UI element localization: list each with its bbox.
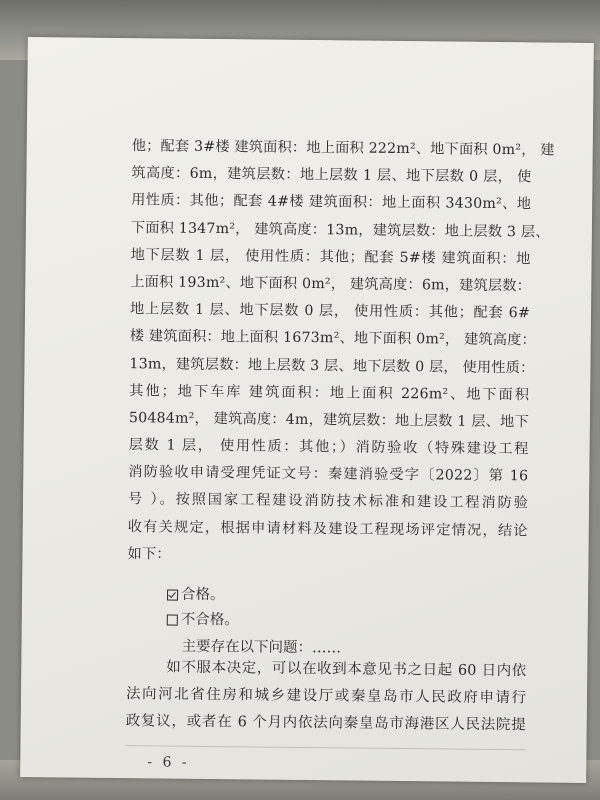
document-page <box>20 37 594 783</box>
issues-line: 主要存在以下问题：…… <box>181 638 342 657</box>
body-line: 其他；地下车库 建筑面积：地上面积 226m²、地下面积 <box>129 382 530 404</box>
body-line: 如下： <box>127 545 171 563</box>
appeal-line: 法向河北省住房和城乡建设厅或秦皇岛市人民政府申请行 <box>125 686 527 707</box>
body-line: 下面积 1347m²， 建筑高度：13m，建筑层数：地上层数 3 层、 <box>130 219 550 241</box>
option-qualified <box>167 582 225 609</box>
appeal-paragraph <box>126 654 527 739</box>
body-line: 13m，建筑层数：地上层数 3 层、地下层数 0 层， 使用性质： <box>129 355 535 376</box>
body-line: 50484m²， 建筑高度：4m，建筑层数：地上层数 1 层、地下 <box>128 410 529 431</box>
option-qualified-label: 合格。 <box>180 586 225 604</box>
appeal-line: 政复议，或者在 6 个月内依法向秦皇岛市海港区人民法院提 <box>125 713 526 734</box>
body-line: 筑高度：6m，建筑层数：地上层数 1 层、地下层数 0 层， 使 <box>131 165 532 186</box>
body-line: 地上层数 1 层、地下层数 0 层， 使用性质：其他；配套 6# <box>129 301 531 322</box>
page-number: - 6 - <box>147 754 190 771</box>
page-divider <box>125 745 525 750</box>
unchecked-box-icon <box>167 614 178 625</box>
body-line: 消防验收申请受理凭证文号：秦建消验受字〔2022〕第 16 <box>128 464 529 485</box>
body-line: 层数 1 层， 使用性质：其他；）消防验收（特殊建设工程 <box>128 437 529 458</box>
body-line: 用性质：其他；配套 4#楼 建筑面积：地上面积 3430m²、地 <box>131 192 532 213</box>
appeal-line: 如不服本决定，可以在收到本意见书之日起 60 日内依 <box>166 659 527 680</box>
body-line: 上面积 193m²、地下面积 0m²， 建筑高度：6m，建筑层数： <box>130 274 532 295</box>
body-line: 他；配套 3#楼 建筑面积：地上面积 222m²、地下面积 0m²， 建 <box>131 138 555 159</box>
body-line: 楼 建筑面积：地上面积 1673m²、地下面积 0m²， 建筑高度： <box>129 328 537 349</box>
body-line: 号 ）。按照国家工程建设消防技术标准和建设工程消防验 <box>127 491 529 512</box>
option-unqualified-label: 不合格。 <box>180 611 239 629</box>
option-unqualified <box>167 607 239 634</box>
body-line: 地下层数 1 层， 使用性质：其他；配套 5#楼 建筑面积：地 <box>130 246 531 268</box>
checked-box-icon <box>167 589 178 600</box>
document-body <box>127 133 555 572</box>
body-line: 收有关规定，根据申请材料及建设工程现场评定情况，结论 <box>127 518 528 539</box>
